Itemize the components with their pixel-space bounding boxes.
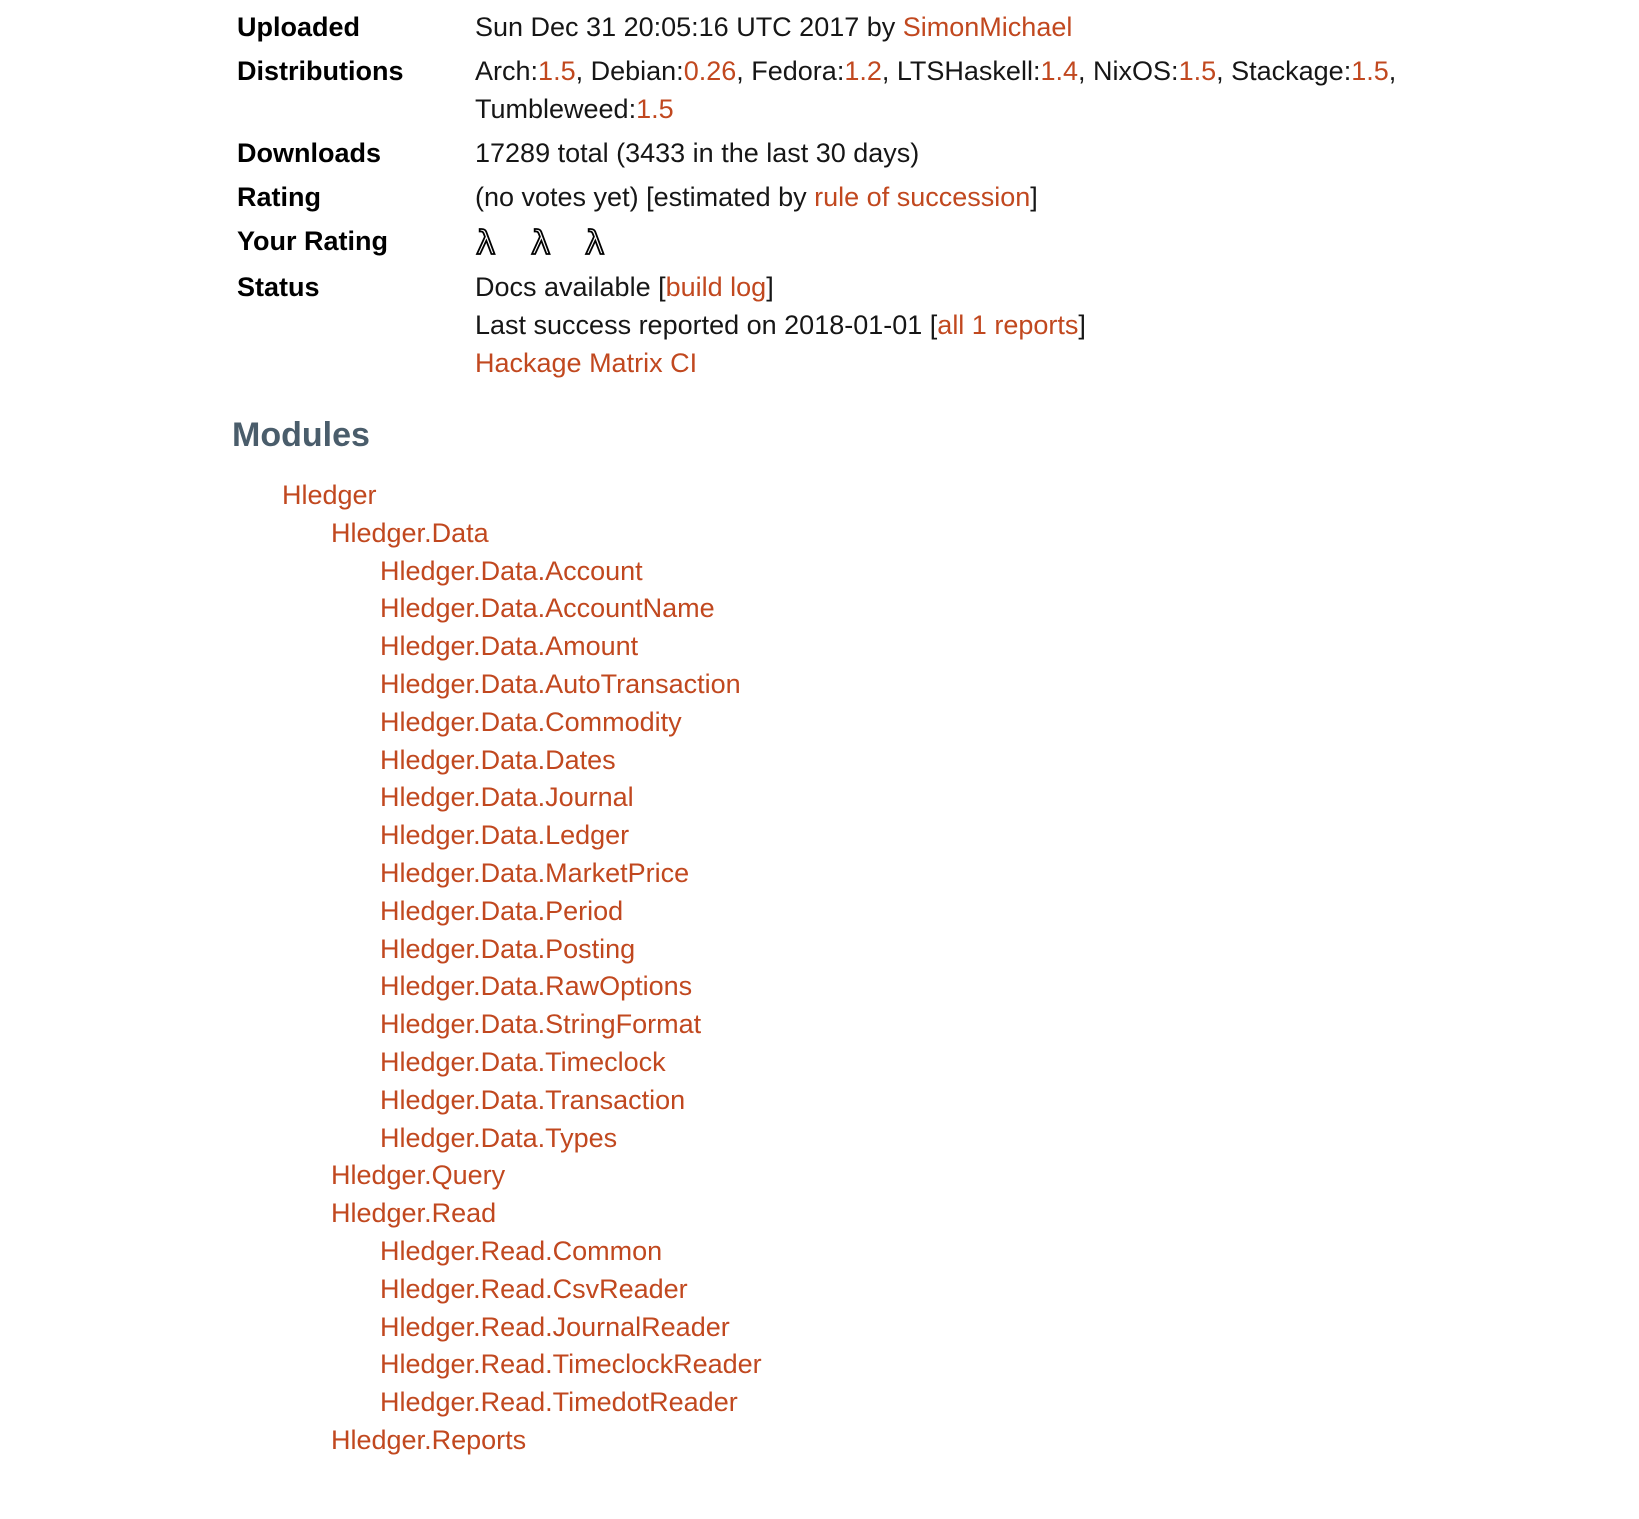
module-tree-item [232, 855, 1639, 893]
row-status [232, 265, 1505, 385]
module-tree-item [232, 1006, 1639, 1044]
distribution-version-link[interactable]: 1.5 [1178, 56, 1217, 86]
module-tree-item [232, 742, 1639, 780]
distribution-name: Fedora [751, 56, 837, 86]
rule-of-succession-link[interactable]: rule of succession [814, 182, 1031, 212]
module-tree-item [232, 1157, 1639, 1195]
svg-text:λ: λ [476, 223, 496, 262]
module-tree-item [232, 1422, 1639, 1460]
module-tree-item [232, 628, 1639, 666]
module-link[interactable]: Hledger.Data.Account [380, 555, 643, 586]
distribution-version-link[interactable]: 0.26 [683, 56, 737, 86]
module-tree-item [232, 1384, 1639, 1422]
distribution-item [591, 56, 737, 86]
distribution-item [751, 56, 882, 86]
module-link[interactable]: Hledger.Data.Posting [380, 933, 636, 964]
row-distributions [232, 49, 1505, 131]
distribution-item [1231, 56, 1389, 86]
module-link[interactable]: Hledger.Data.Journal [380, 782, 634, 813]
module-link[interactable]: Hledger [282, 480, 377, 510]
distribution-version-link[interactable]: 1.2 [844, 56, 882, 86]
uploader-link[interactable]: SimonMichael [902, 12, 1073, 42]
rating-text-close: ] [1030, 182, 1038, 212]
status-value [475, 265, 1505, 385]
colon: : [1343, 56, 1352, 86]
rating-text: (no votes yet) [estimated by [475, 182, 815, 212]
module-tree-item [232, 1120, 1639, 1158]
distribution-version-link[interactable]: 1.5 [1351, 56, 1389, 86]
uploaded-value [475, 5, 1505, 49]
module-link[interactable]: Hledger.Read.CsvReader [380, 1273, 688, 1304]
distribution-name: Arch [475, 56, 531, 86]
module-tree-item [232, 1309, 1639, 1347]
distribution-version-link[interactable]: 1.5 [636, 94, 674, 124]
module-link[interactable]: Hledger.Data.Commodity [380, 706, 682, 737]
all-reports-link[interactable]: all 1 reports [937, 310, 1079, 340]
your-rating-value [475, 219, 1505, 265]
module-link[interactable]: Hledger.Data.Amount [380, 631, 639, 662]
build-log-link[interactable]: build log [665, 272, 767, 302]
comma: , [736, 56, 752, 86]
comma: , [575, 56, 591, 86]
module-link[interactable]: Hledger.Data.RawOptions [380, 971, 693, 1002]
svg-text:λ: λ [585, 223, 605, 262]
module-link[interactable]: Hledger.Data [331, 517, 489, 548]
module-link[interactable]: Hledger.Read.TimeclockReader [380, 1349, 762, 1380]
module-tree-item [232, 817, 1639, 855]
lambda-rating-icon-3[interactable] [584, 222, 612, 262]
rating-value [475, 175, 1505, 219]
status-docs-line [475, 268, 1505, 306]
module-link[interactable]: Hledger.Data.Timeclock [380, 1046, 666, 1077]
distribution-name: Tumbleweed [475, 94, 629, 124]
distribution-item [1093, 56, 1216, 86]
module-link[interactable]: Hledger.Reports [331, 1424, 527, 1455]
svg-text:λ: λ [530, 223, 551, 262]
comma: , [1388, 56, 1397, 86]
distribution-version-link[interactable]: 1.4 [1040, 56, 1079, 86]
row-rating [232, 175, 1505, 219]
module-link[interactable]: Hledger.Read.TimedotReader [380, 1387, 738, 1418]
lambda-rating-icon-2[interactable] [530, 222, 558, 262]
module-link[interactable]: Hledger.Data.StringFormat [380, 1009, 702, 1040]
your-rating-label: Your Rating [237, 226, 388, 256]
colon: : [1032, 56, 1041, 86]
distribution-item [475, 94, 674, 124]
downloads-value: 17289 total (3433 in the last 30 days) [475, 138, 920, 168]
package-properties-table [232, 5, 1505, 385]
status-text: Docs available [ [475, 272, 666, 302]
module-tree-item [232, 1082, 1639, 1120]
module-link[interactable]: Hledger.Read.JournalReader [380, 1311, 730, 1342]
module-tree-item [232, 704, 1639, 742]
module-link[interactable]: Hledger.Data.Period [380, 895, 624, 926]
modules-heading: Modules [232, 416, 370, 454]
row-downloads [232, 131, 1505, 175]
module-link[interactable]: Hledger.Read.Common [380, 1235, 663, 1266]
module-link[interactable]: Hledger.Data.Dates [380, 744, 616, 775]
distribution-item [475, 56, 576, 86]
module-tree-item [232, 1044, 1639, 1082]
distribution-version-link[interactable]: 1.5 [538, 56, 576, 86]
distribution-name: NixOS [1093, 56, 1172, 86]
status-success-line [475, 306, 1505, 344]
row-your-rating [232, 219, 1505, 265]
module-tree-item [232, 1346, 1639, 1384]
comma: , [1216, 56, 1232, 86]
rating-label: Rating [237, 182, 321, 212]
module-tree-item [232, 779, 1639, 817]
module-tree-item [232, 1233, 1639, 1271]
module-link[interactable]: Hledger.Data.Types [380, 1122, 618, 1153]
module-tree [232, 477, 1639, 1460]
status-text: Last success reported on 2018-01-01 [ [475, 310, 938, 340]
downloads-label: Downloads [237, 138, 382, 168]
module-tree-item [232, 666, 1639, 704]
distribution-name: LTSHaskell [896, 56, 1033, 86]
comma: , [881, 56, 897, 86]
status-text-close: ] [766, 272, 774, 302]
hackage-matrix-ci-link[interactable]: Hackage Matrix CI [475, 348, 698, 378]
module-tree-item [232, 1195, 1639, 1233]
module-tree-item [232, 968, 1639, 1006]
module-tree-item [232, 553, 1639, 591]
colon: : [836, 56, 845, 86]
module-tree-item [232, 1271, 1639, 1309]
module-tree-item [232, 515, 1639, 553]
distribution-name: Debian [590, 56, 677, 86]
distribution-name: Stackage [1231, 56, 1344, 86]
uploaded-text: Sun Dec 31 20:05:16 UTC 2017 by [475, 12, 903, 42]
module-link[interactable]: Hledger.Data.AccountName [380, 593, 715, 624]
module-tree-item [232, 477, 1639, 515]
colon: : [1171, 56, 1179, 86]
module-link[interactable]: Hledger.Query [331, 1160, 506, 1191]
status-label: Status [237, 272, 320, 302]
status-matrix-line [475, 344, 1505, 382]
distribution-item [897, 56, 1078, 86]
module-tree-item [232, 931, 1639, 969]
module-tree-item [232, 893, 1639, 931]
module-link[interactable]: Hledger.Data.Transaction [380, 1084, 686, 1115]
distributions-value [475, 49, 1505, 131]
module-link[interactable]: Hledger.Data.Ledger [380, 820, 630, 851]
comma: , [1078, 56, 1094, 86]
distributions-label: Distributions [237, 56, 404, 86]
row-uploaded [232, 5, 1505, 49]
module-tree-item [232, 590, 1639, 628]
colon: : [676, 56, 684, 86]
colon: : [628, 94, 637, 124]
uploaded-label: Uploaded [237, 12, 361, 42]
status-text-close: ] [1078, 310, 1086, 340]
colon: : [530, 56, 539, 86]
module-link[interactable]: Hledger.Data.MarketPrice [380, 857, 690, 888]
lambda-rating-icon-1[interactable] [475, 222, 503, 262]
module-link[interactable]: Hledger.Data.AutoTransaction [380, 668, 741, 699]
module-link[interactable]: Hledger.Read [331, 1198, 497, 1229]
